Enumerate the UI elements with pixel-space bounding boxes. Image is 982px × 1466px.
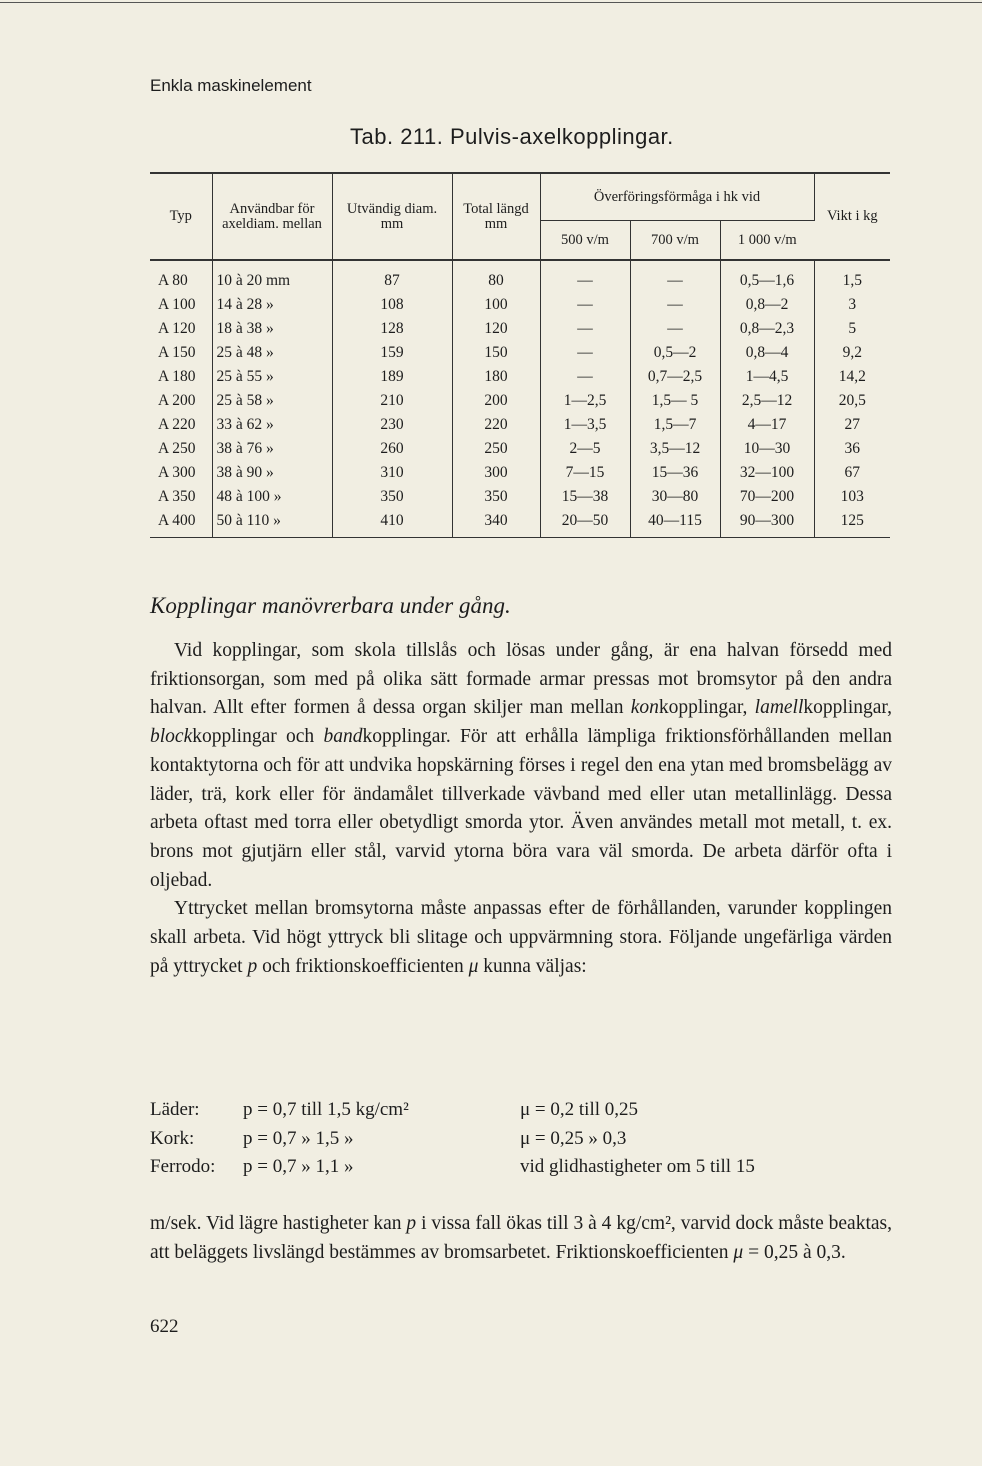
cell-1000: 4—17 (720, 413, 814, 437)
formula-material: Ferrodo: (150, 1156, 216, 1177)
cell-700: — (630, 260, 720, 293)
cell-diam: 50 à 110 » (212, 509, 332, 538)
cell-1000: 0,8—4 (720, 341, 814, 365)
cell-500: 2—5 (540, 437, 630, 461)
formula-material: Kork: (150, 1127, 195, 1149)
cell-diam: 10 à 20 mm (212, 260, 332, 293)
cell-typ: A 400 (150, 509, 212, 538)
cell-vikt: 27 (844, 416, 861, 433)
cell-1000: 90—300 (720, 509, 814, 538)
p3-text-a: m/sek. Vid lägre hastigheter kan (150, 1213, 407, 1234)
formula-row-kork (150, 1125, 895, 1154)
p3-text-b: i vissa fall ökas till 3 à 4 kg/cm², varvid dock måste beaktas, att beläggets livslängd bestämmes av bromsarbetet. Friktionskoefficienten (150, 1213, 892, 1263)
cell-700: 40—115 (630, 509, 720, 538)
paragraph-2 (150, 895, 892, 981)
cell-langd: 200 (452, 389, 540, 413)
table-row (150, 461, 890, 485)
cell-500: — (540, 293, 630, 317)
cell-700: 1,5—7 (630, 413, 720, 437)
p1-text-d: kopplingar och (192, 726, 324, 748)
table-row (150, 317, 890, 341)
cell-utv: 159 (332, 341, 452, 365)
cell-700: 3,5—12 (630, 437, 720, 461)
cell-vikt: 3 (848, 296, 857, 313)
cell-500: 7—15 (540, 461, 630, 485)
table-title: Tab. 211. Pulvis-axelkopplingar. (350, 124, 674, 149)
header-utv: Utvändig diam. mm (332, 173, 452, 260)
table-row (150, 485, 890, 509)
header-diam: Användbar för axeldiam. mellan (212, 173, 332, 260)
cell-1000: 0,8—2,3 (720, 317, 814, 341)
header-vikt: Vikt i kg (826, 208, 878, 224)
p1-lamell: lamell (754, 697, 804, 719)
cell-langd: 340 (452, 509, 540, 538)
cell-500: 1—3,5 (540, 413, 630, 437)
cell-vikt: 36 (844, 440, 861, 457)
p1-band: band (323, 726, 363, 748)
cell-diam: 18 à 38 » (212, 317, 332, 341)
cell-vikt: 103 (840, 488, 864, 505)
cell-diam: 48 à 100 » (212, 485, 332, 509)
p2-text-a: Yttrycket mellan bromsytorna måste anpassas efter de förhållanden, varunder kopplingen skall arbeta. Vid högt yttryck bli slitage och uppvärmning stora. Följande ungefärliga värden på yttrycket (150, 898, 892, 977)
cell-langd: 250 (452, 437, 540, 461)
cell-500: — (540, 365, 630, 389)
formula-pressure: p = 0,7 till 1,5 kg/cm² (243, 1099, 409, 1120)
cell-1000: 32—100 (720, 461, 814, 485)
cell-typ: A 100 (150, 293, 212, 317)
cell-typ: A 220 (150, 413, 212, 437)
table-row (150, 365, 890, 389)
paragraph-1 (150, 637, 892, 895)
cell-vikt: 125 (814, 509, 890, 538)
p3-text-c: = 0,25 à 0,3. (743, 1242, 846, 1263)
cell-500: 15—38 (540, 485, 630, 509)
cell-typ: A 300 (150, 461, 212, 485)
cell-700: 1,5— 5 (630, 389, 720, 413)
formula-row-leder (150, 1096, 895, 1125)
p2-symbol-p: p (247, 955, 258, 977)
top-rule (0, 2, 982, 3)
cell-diam: 14 à 28 » (212, 293, 332, 317)
formula-list (150, 1096, 895, 1182)
paragraph-3 (150, 1209, 892, 1267)
cell-typ: A 120 (150, 317, 212, 341)
cell-700: 30—80 (630, 485, 720, 509)
formula-friction: μ = 0,2 till 0,25 (520, 1099, 639, 1120)
p2-text-b: och friktionskoefficienten (257, 955, 469, 977)
table-row (150, 389, 890, 413)
cell-typ: A 150 (150, 341, 212, 365)
cell-500: 20—50 (540, 509, 630, 538)
cell-utv: 108 (332, 293, 452, 317)
cell-utv: 189 (332, 365, 452, 389)
p1-text-e: kopplingar. För att erhålla lämpliga friktionsförhållanden mellan kontaktytorna och för att undvika hopskärning förses i regel den ena ytan med bromsbelägg av läder, trä, kork eller för ändamålet tillverkade vävband med eller utan metallinlägg. Dessa arbeta oftast med torra eller obetydligt smorda ytor. Även användes metall mot metall, t. ex. brons mot gjutjärn eller stål, varvid ytorna böra vara väl smorda. De arbeta därför ofta i oljebad. (150, 726, 892, 891)
table-row (150, 341, 890, 365)
cell-utv: 310 (332, 461, 452, 485)
cell-langd: 150 (452, 341, 540, 365)
cell-700: — (630, 293, 720, 317)
cell-langd: 300 (452, 461, 540, 485)
cell-langd: 120 (452, 317, 540, 341)
header-700: 700 v/m (630, 221, 720, 261)
cell-1000: 0,5—1,6 (720, 260, 814, 293)
cell-vikt: 9,2 (842, 344, 862, 361)
cell-typ: A 200 (150, 389, 212, 413)
header-overforing: Överföringsförmåga i hk vid (540, 173, 814, 221)
header-500: 500 v/m (540, 221, 630, 261)
cell-700: 15—36 (630, 461, 720, 485)
header-typ: Typ (150, 173, 212, 260)
cell-vikt: 20,5 (838, 392, 866, 409)
cell-diam: 25 à 55 » (212, 365, 332, 389)
cell-typ: A 180 (150, 365, 212, 389)
cell-utv: 260 (332, 437, 452, 461)
table-row (150, 293, 890, 317)
cell-diam: 33 à 62 » (212, 413, 332, 437)
cell-vikt: 5 (848, 320, 857, 337)
closing-text (150, 1209, 892, 1267)
p3-symbol-mu: μ (733, 1242, 744, 1263)
cell-vikt: 1,5 (842, 272, 862, 289)
cell-vikt: 67 (844, 464, 861, 481)
cell-500: — (540, 260, 630, 293)
cell-langd: 220 (452, 413, 540, 437)
formula-row-ferrodo (150, 1153, 895, 1182)
cell-1000: 1—4,5 (720, 365, 814, 389)
formula-material: Läder: (150, 1099, 200, 1120)
formula-pressure: p = 0,7 » 1,5 » (243, 1127, 354, 1149)
cell-typ: A 350 (150, 485, 212, 509)
cell-1000: 70—200 (720, 485, 814, 509)
table-row (150, 437, 890, 461)
p1-text-a: Vid kopplingar, som skola tillslås och lösas under gång, är ena halvan försedd med friktionsorgan, som med på olika sätt formade armar pressas mot bromsytor på den andra halvan. Allt efter formen å dessa organ skiljer man mellan (150, 640, 892, 719)
p2-symbol-mu: μ (468, 955, 479, 977)
cell-700: 0,7—2,5 (630, 365, 720, 389)
table-row (150, 260, 890, 293)
cell-utv: 128 (332, 317, 452, 341)
formula-pressure: p = 0,7 » 1,1 » (243, 1156, 354, 1177)
formula-friction: vid glidhastigheter om 5 till 15 (520, 1156, 755, 1177)
p2-text-c: kunna väljas: (478, 955, 587, 977)
cell-700: 0,5—2 (630, 341, 720, 365)
cell-700: — (630, 317, 720, 341)
formula-friction: μ = 0,25 » 0,3 (520, 1127, 627, 1149)
cell-500: 1—2,5 (540, 389, 630, 413)
table-row (150, 509, 890, 538)
cell-langd: 80 (452, 260, 540, 293)
table-body (150, 260, 890, 538)
cell-langd: 350 (452, 485, 540, 509)
cell-diam: 38 à 76 » (212, 437, 332, 461)
cell-langd: 180 (452, 365, 540, 389)
cell-500: — (540, 317, 630, 341)
section-heading: Kopplingar manövrerbara under gång. (150, 593, 511, 618)
cell-utv: 350 (332, 485, 452, 509)
page-number: 622 (150, 1316, 179, 1337)
cell-utv: 87 (332, 260, 452, 293)
body-text (150, 637, 892, 981)
p1-text-c: kopplingar, (803, 697, 892, 719)
cell-1000: 10—30 (720, 437, 814, 461)
p1-block: block (150, 726, 193, 748)
cell-1000: 0,8—2 (720, 293, 814, 317)
cell-typ: A 80 (150, 260, 212, 293)
p1-text-b: kopplingar, (658, 697, 755, 719)
coupling-table (150, 172, 890, 538)
cell-typ: A 250 (150, 437, 212, 461)
header-1000: 1 000 v/m (720, 221, 814, 261)
cell-diam: 25 à 48 » (212, 341, 332, 365)
cell-1000: 2,5—12 (720, 389, 814, 413)
cell-500: — (540, 341, 630, 365)
table-row (150, 413, 890, 437)
cell-diam: 25 à 58 » (212, 389, 332, 413)
cell-utv: 210 (332, 389, 452, 413)
p3-symbol-p: p (406, 1213, 417, 1234)
cell-utv: 410 (332, 509, 452, 538)
cell-utv: 230 (332, 413, 452, 437)
cell-vikt: 14,2 (838, 368, 866, 385)
running-title: Enkla maskinelement (150, 76, 312, 95)
cell-diam: 38 à 90 » (212, 461, 332, 485)
p1-kon: kon (630, 697, 659, 719)
cell-langd: 100 (452, 293, 540, 317)
header-langd: Total längd mm (452, 173, 540, 260)
